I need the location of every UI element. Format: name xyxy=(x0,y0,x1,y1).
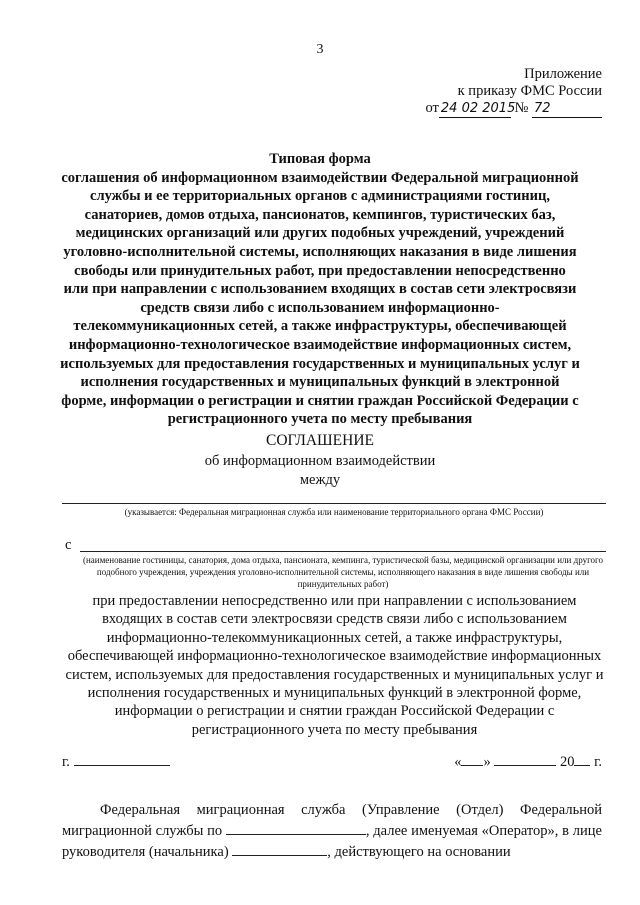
form-title-line: Типовая форма xyxy=(269,151,371,167)
appendix-order-ref: к приказу ФМС России xyxy=(457,83,602,99)
party2-fill-line[interactable] xyxy=(80,551,606,552)
agreement-paragraph-1 xyxy=(62,800,602,862)
month-fill-line[interactable] xyxy=(494,751,556,766)
city-prefix: г. xyxy=(62,754,70,770)
appendix-label: Приложение xyxy=(524,66,602,82)
year-prefix: 20 xyxy=(559,754,575,770)
order-prefix: от xyxy=(425,100,439,116)
page-number: 3 xyxy=(316,42,324,57)
order-date-number xyxy=(426,100,603,118)
paragraph-mid: , далее именуемая «Оператор», в лице руководителя (начальника) xyxy=(62,823,602,860)
form-title-body: соглашения об информационном взаимодействии Федеральной миграционной службы и ее территориальных органов с администрациями гостиниц, санаториев, домов отдыха, пансионатов, кемпингов, туристических баз, медицинских организаций или других подобных учреждений, учреждений уголовно-исполнительной системы, исполняющих наказания в виде лишения свободы или принудительных работ, при предоставлении непосредственно или при направлении с использованием входящих в состав сети электросвязи средств связи либо с использованием информационно-телекоммуникационных сетей, а также инфраструктуры, обеспечивающей информационно-технологическое взаимодействие информационных систем, используемых для предоставления государственных и муниципальных услуг и исполнения государственных и муниципальных функций в электронной форме, информации о регистрации и снятии граждан Российской Федерации с регистрационного учета по месту пребывания xyxy=(60,169,580,428)
party1-fill-line[interactable] xyxy=(62,503,606,504)
agreement-heading: СОГЛАШЕНИЕ xyxy=(266,432,374,449)
party2-note: (наименование гостиницы, санатория, дома отдыха, пансионата, кемпинга, туристической базы, медицинской организации или другого подобного учреждения, учреждения уголовно-исполнительной системы, исполняющего наказания в виде лишения свободы или принудительных работ) xyxy=(82,555,604,589)
year-fill-line[interactable] xyxy=(574,751,590,766)
paragraph-end: , действующего на основании xyxy=(327,844,511,860)
form-title xyxy=(60,150,580,429)
date-quote-close: » xyxy=(483,754,491,770)
agreement-subheading-line1: об информационном взаимодействии xyxy=(204,453,436,469)
date-quote-open: « xyxy=(454,754,462,770)
agreement-subheading xyxy=(0,452,640,489)
order-number-label: № xyxy=(514,100,529,116)
agreement-subheading-line2: между xyxy=(299,471,341,488)
city-fill-line[interactable] xyxy=(74,751,170,766)
paragraph-start: Федеральная миграционная служба (Управление (Отдел) Федеральной миграционной службы по xyxy=(62,802,602,839)
day-fill-line[interactable] xyxy=(461,751,483,766)
order-date-handwritten: 24 02 2015 xyxy=(440,101,516,116)
party2-prefix: с xyxy=(65,537,72,553)
agreement-subject xyxy=(62,592,607,739)
city-field xyxy=(62,751,170,771)
head-name-fill-line[interactable] xyxy=(232,841,327,856)
appendix-header xyxy=(458,66,602,100)
year-suffix: г. xyxy=(594,754,602,770)
date-field xyxy=(454,751,602,771)
party1-note: (указывается: Федеральная миграционная служба или наименование территориального органа ФМС России) xyxy=(124,507,544,517)
order-number-handwritten: 72 xyxy=(532,100,602,118)
agreement-subject-text: при предоставлении непосредственно или при направлении с использованием входящих в состав сети электросвязи средств связи либо с использованием информационно-телекоммуникационных сетей, а также инфраструктуры, обеспечивающей информационно-технологическое взаимодействие информационных систем, используемых для предоставления государственных и муниципальных услуг и исполнения государственных и муниципальных функций в электронной форме, информации о регистрации и снятии граждан Российской Федерации с регистрационного учета по месту пребывания xyxy=(65,593,604,738)
region-fill-line[interactable] xyxy=(226,820,366,835)
agreement-body xyxy=(62,800,602,862)
